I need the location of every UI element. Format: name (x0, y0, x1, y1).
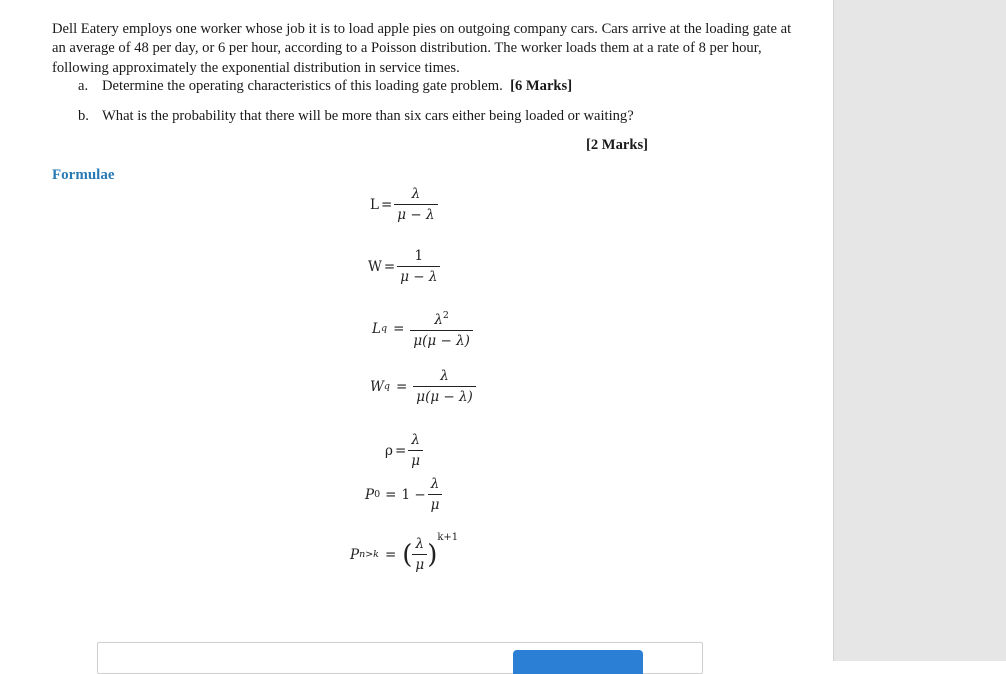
item-b-text: What is the probability that there will be more than six cars either being loaded or waiting? (102, 108, 634, 124)
formula-Pn-rparen: ) (427, 539, 438, 570)
formula-W-denominator: μ − λ (397, 266, 440, 285)
formula-Wq-fraction (413, 368, 476, 405)
formula-Pn-lhs: P (350, 546, 360, 563)
formula-Lq-numerator-group (431, 308, 452, 330)
formula-rho-denominator: μ (408, 450, 423, 469)
side-panel (833, 0, 1006, 661)
formula-Pn-exponent: k+1 (437, 532, 459, 543)
formula-P0-numerator: λ (430, 476, 440, 492)
formula-P0-prefix: 1 − (401, 486, 426, 503)
formula-L-fraction (394, 186, 437, 223)
item-a-marks: [6 Marks] (510, 78, 573, 94)
formula-rho-lhs: ρ (385, 442, 393, 459)
formula-Wq-numerator: λ (440, 368, 449, 384)
formula-Pn-eq: = (384, 546, 397, 563)
formulae-heading: Formulae (52, 167, 115, 183)
formula-L-eq: = (380, 196, 393, 213)
formula-Wq-eq: = (395, 378, 408, 395)
formula-Pn-fraction (412, 536, 427, 573)
formula-W-fraction (397, 248, 440, 285)
formula-L-numerator: λ (411, 186, 421, 202)
formula-W-lhs: W (368, 258, 382, 275)
formula-Wq-sub: q (383, 381, 390, 392)
formula-P0-eq: = (385, 486, 397, 503)
item-a-marker: a. (78, 78, 89, 94)
formula-Pn-sub: n>k (359, 549, 379, 560)
item-a-text: Determine the operating characteristics of this loading gate problem. (102, 78, 503, 94)
formula-Lq-lhs: L (372, 320, 381, 337)
formula-P0-lhs: P (365, 486, 375, 503)
formula-Lq-denominator: μ(μ − λ) (410, 330, 473, 349)
formula-W-eq: = (383, 258, 396, 275)
formula-L-lhs: L (370, 196, 379, 213)
formula-rho-eq: = (394, 442, 407, 459)
formula-rho-numerator: λ (411, 432, 420, 448)
formula-Lq (372, 308, 473, 349)
formula-P0-sub: 0 (374, 489, 381, 500)
formula-P0-denominator: μ (428, 494, 443, 513)
formula-Pn-numerator: λ (415, 536, 425, 552)
question-item-b (78, 108, 634, 125)
question-item-a (78, 78, 572, 95)
formula-L-denominator: μ − λ (394, 204, 437, 223)
item-b-marks: [2 Marks] (586, 137, 649, 153)
formula-L (370, 186, 438, 223)
formula-Lq-fraction (410, 308, 473, 349)
question-intro: Dell Eatery employs one worker whose job it is to load apple pies on outgoing company cars. Cars arrive at the loading gate at an average of 48 per day, or 6 per hour, according to a Poisson distribution. The worker loads them at a rate of 8 per hour, following approximately the exponential distribution in service times. (52, 21, 792, 76)
formula-Lq-numerator: λ (434, 312, 443, 328)
formula-Pn-denominator: μ (412, 554, 427, 573)
formula-Pn-lparen: ( (402, 539, 413, 570)
formula-W (368, 248, 440, 285)
submit-button[interactable] (513, 650, 643, 674)
formula-Wq (370, 368, 476, 405)
formula-rho-fraction (408, 432, 423, 469)
formula-Pn (350, 532, 459, 573)
formula-P0-fraction (428, 476, 443, 513)
formula-W-numerator: 1 (414, 248, 424, 264)
formula-Wq-lhs: W (370, 378, 384, 395)
formula-Lq-eq: = (393, 320, 405, 337)
formula-P0 (365, 476, 442, 513)
formula-Wq-denominator: μ(μ − λ) (413, 386, 476, 405)
formula-rho (385, 432, 423, 469)
formula-Lq-sub: q (380, 323, 388, 334)
item-b-marker: b. (78, 108, 89, 124)
formula-Lq-numerator-sup: 2 (442, 310, 449, 321)
